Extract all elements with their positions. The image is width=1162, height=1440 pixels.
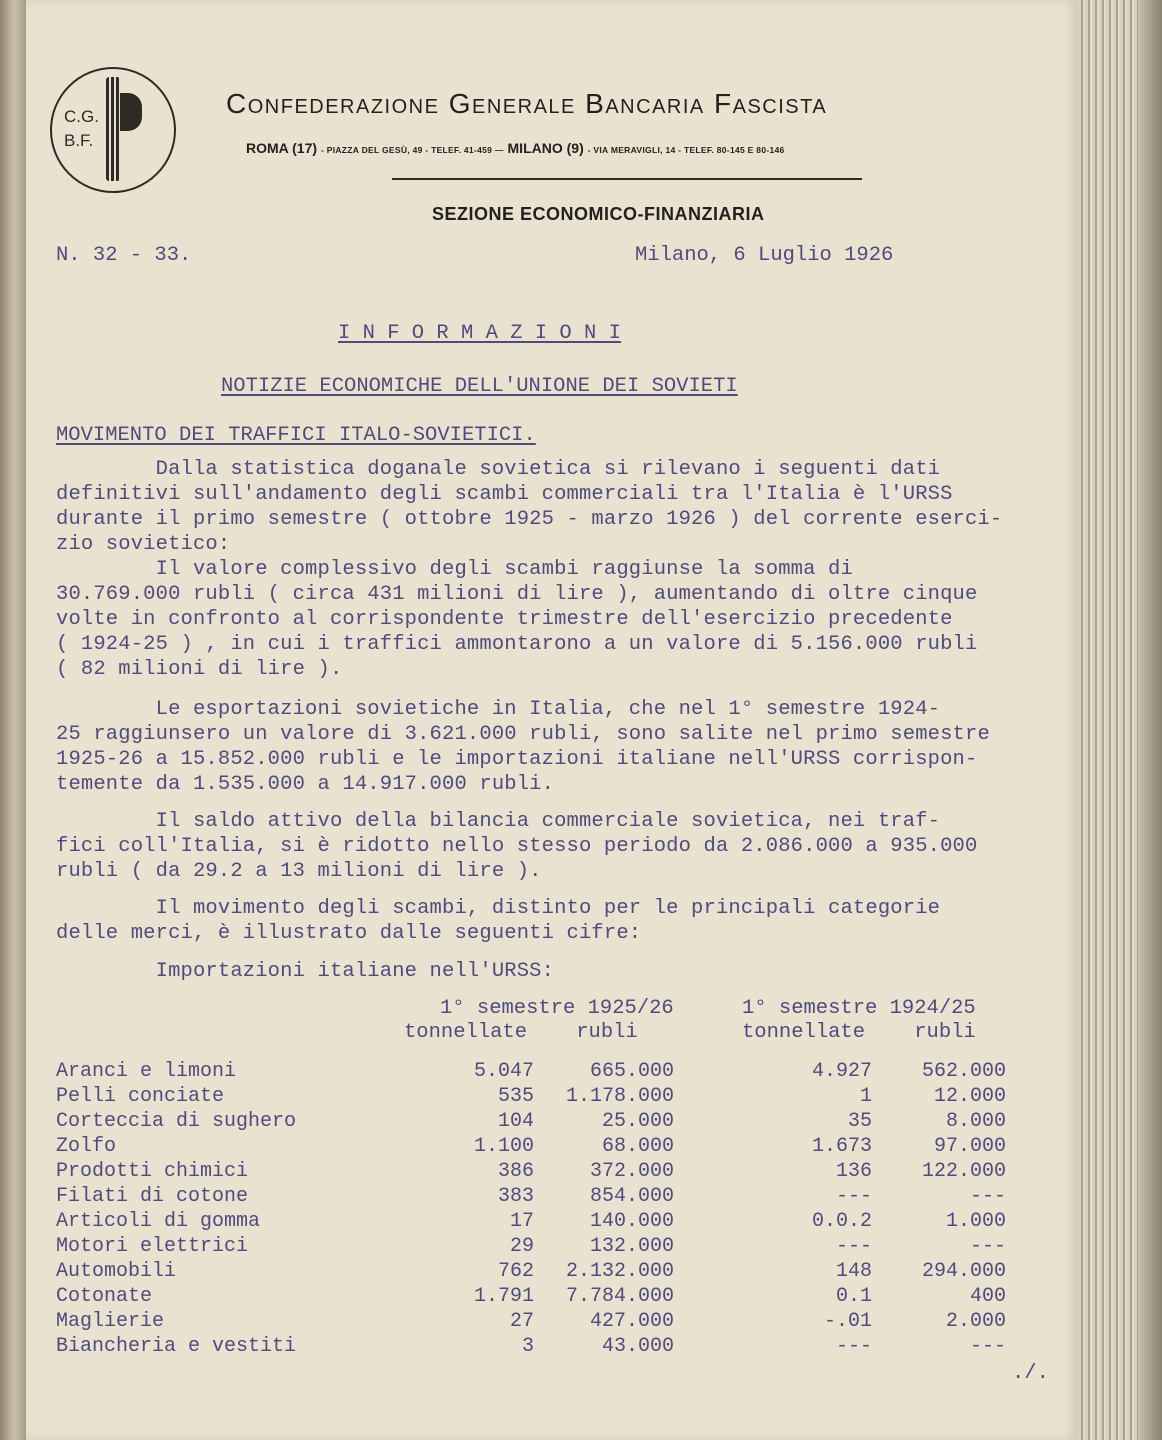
row-tonnes-1925: 1.791 xyxy=(473,1285,534,1308)
row-rubli-1924: 2.000 xyxy=(945,1310,1006,1333)
binding-strip xyxy=(0,0,26,1440)
table-row xyxy=(56,1060,1006,1085)
table-row xyxy=(56,1335,1006,1360)
body-line: durante il primo semestre ( ottobre 1925 - marzo 1926 ) del corrente eserci- xyxy=(56,508,1003,531)
column-header-1924-25: 1° semestre 1924/25 xyxy=(742,997,976,1020)
row-tonnes-1924: 136 xyxy=(835,1160,872,1183)
fasces-icon xyxy=(106,77,120,181)
row-tonnes-1924: --- xyxy=(835,1335,872,1358)
row-tonnes-1924: 148 xyxy=(835,1260,872,1283)
subheading: NOTIZIE ECONOMICHE DELL'UNIONE DEI SOVIETI xyxy=(221,375,738,398)
table-caption: Importazioni italiane nell'URSS: xyxy=(56,960,555,983)
row-tonnes-1924: --- xyxy=(835,1185,872,1208)
body-line: volte in confronto al corrispondente trimestre dell'esercizio precedente xyxy=(56,608,953,631)
body-line: 1925-26 a 15.852.000 rubli e le importazioni italiane nell'URSS corrispon- xyxy=(56,748,978,771)
row-name: Filati di cotone xyxy=(56,1185,249,1208)
row-tonnes-1924: 1 xyxy=(859,1085,872,1108)
row-tonnes-1925: 762 xyxy=(497,1260,534,1283)
row-rubli-1924: --- xyxy=(969,1335,1006,1358)
body-line: rubli ( da 29.2 a 13 milioni di lire ). xyxy=(56,860,542,883)
row-rubli-1925: 7.784.000 xyxy=(565,1285,674,1308)
body-line: Il valore complessivo degli scambi raggiunse la somma di xyxy=(56,558,853,581)
row-name: Articoli di gomma xyxy=(56,1210,261,1233)
heading: I N F O R M A Z I O N I xyxy=(338,322,621,345)
row-rubli-1924: 400 xyxy=(969,1285,1006,1308)
address-roma-detail: - PIAZZA DEL GESÙ, 49 - TELEF. 41-459 — xyxy=(320,145,504,155)
body-line: 25 raggiunsero un valore di 3.621.000 rubli, sono salite nel primo semestre xyxy=(56,723,990,746)
row-rubli-1925: 427.000 xyxy=(589,1310,674,1333)
row-name: Prodotti chimici xyxy=(56,1160,249,1183)
row-tonnes-1924: 0.0.2 xyxy=(811,1210,872,1233)
table-row xyxy=(56,1235,1006,1260)
row-rubli-1924: 122.000 xyxy=(921,1160,1006,1183)
row-rubli-1925: 43.000 xyxy=(601,1335,674,1358)
body-line: delle merci, è illustrato dalle seguenti cifre: xyxy=(56,922,642,945)
row-name: Corteccia di sughero xyxy=(56,1110,297,1133)
cgbf-logo xyxy=(50,67,176,193)
address-milano: MILANO (9) xyxy=(507,140,584,156)
row-rubli-1924: 294.000 xyxy=(921,1260,1006,1283)
axe-icon xyxy=(120,93,142,131)
body-line: ( 82 milioni di lire ). xyxy=(56,658,343,681)
body-line: ( 1924-25 ) , in cui i traffici ammontarono a un valore di 5.156.000 rubli xyxy=(56,633,978,656)
row-name: Motori elettrici xyxy=(56,1235,249,1258)
row-name: Zolfo xyxy=(56,1135,117,1158)
row-tonnes-1925: 29 xyxy=(509,1235,534,1258)
body-line: temente da 1.535.000 a 14.917.000 rubli. xyxy=(56,773,555,796)
row-rubli-1924: 8.000 xyxy=(945,1110,1006,1133)
organization-name: Confederazione Generale Bancaria Fascista xyxy=(226,88,828,119)
document-number: N. 32 - 33. xyxy=(56,244,192,267)
row-rubli-1925: 25.000 xyxy=(601,1110,674,1133)
row-rubli-1925: 1.178.000 xyxy=(565,1085,674,1108)
row-rubli-1924: 1.000 xyxy=(945,1210,1006,1233)
page-edges xyxy=(1078,0,1162,1440)
table-row xyxy=(56,1160,1006,1185)
header-rule xyxy=(392,178,862,180)
row-tonnes-1924: -.01 xyxy=(823,1310,872,1333)
row-name: Cotonate xyxy=(56,1285,153,1308)
row-rubli-1925: 140.000 xyxy=(589,1210,674,1233)
row-rubli-1924: 97.000 xyxy=(933,1135,1006,1158)
row-tonnes-1924: --- xyxy=(835,1235,872,1258)
row-name: Automobili xyxy=(56,1260,177,1283)
row-tonnes-1925: 383 xyxy=(497,1185,534,1208)
row-tonnes-1924: 0.1 xyxy=(835,1285,872,1308)
row-name: Aranci e limoni xyxy=(56,1060,237,1083)
body-line: Dalla statistica doganale sovietica si rilevano i seguenti dati xyxy=(56,458,941,481)
row-name: Pelli conciate xyxy=(56,1085,225,1108)
table-row xyxy=(56,1285,1006,1310)
row-rubli-1925: 665.000 xyxy=(589,1060,674,1083)
row-name: Biancheria e vestiti xyxy=(56,1335,297,1358)
row-tonnes-1924: 1.673 xyxy=(811,1135,872,1158)
body-line: definitivi sull'andamento degli scambi commerciali tra l'Italia è l'URSS xyxy=(56,483,953,506)
table-row xyxy=(56,1310,1006,1335)
row-rubli-1925: 2.132.000 xyxy=(565,1260,674,1283)
table-row xyxy=(56,1135,1006,1160)
row-rubli-1924: 562.000 xyxy=(921,1060,1006,1083)
row-rubli-1925: 854.000 xyxy=(589,1185,674,1208)
row-tonnes-1925: 17 xyxy=(509,1210,534,1233)
table-row xyxy=(56,1085,1006,1110)
row-rubli-1925: 372.000 xyxy=(589,1160,674,1183)
row-tonnes-1925: 3 xyxy=(521,1335,534,1358)
body-line: 30.769.000 rubli ( circa 431 milioni di lire ), aumentando di oltre cinque xyxy=(56,583,978,606)
row-rubli-1925: 68.000 xyxy=(601,1135,674,1158)
table-row xyxy=(56,1110,1006,1135)
row-rubli-1924: --- xyxy=(969,1185,1006,1208)
table-row xyxy=(56,1260,1006,1285)
row-tonnes-1925: 27 xyxy=(509,1310,534,1333)
body-line: Il movimento degli scambi, distinto per le principali categorie xyxy=(56,897,941,920)
row-rubli-1924: --- xyxy=(969,1235,1006,1258)
place-date: Milano, 6 Luglio 1926 xyxy=(635,244,894,267)
row-tonnes-1925: 104 xyxy=(497,1110,534,1133)
continuation-mark: ./. xyxy=(1012,1362,1049,1385)
logo-text-2: B.F. xyxy=(64,131,94,150)
row-rubli-1925: 132.000 xyxy=(589,1235,674,1258)
column-header-1925-26: 1° semestre 1925/26 xyxy=(440,997,674,1020)
row-name: Maglierie xyxy=(56,1310,165,1333)
row-tonnes-1925: 5.047 xyxy=(473,1060,534,1083)
body-line: fici coll'Italia, si è ridotto nello stesso periodo da 2.086.000 a 935.000 xyxy=(56,835,978,858)
address-milano-detail: - VIA MERAVIGLI, 14 - TELEF. 80-145 E 80-146 xyxy=(587,145,785,155)
table-row xyxy=(56,1185,1006,1210)
logo-text-1: C.G. xyxy=(64,107,99,126)
body-line: Le esportazioni sovietiche in Italia, che nel 1° semestre 1924- xyxy=(56,698,941,721)
row-rubli-1924: 12.000 xyxy=(933,1085,1006,1108)
section-title: SEZIONE ECONOMICO-FINANZIARIA xyxy=(432,204,765,224)
address-roma: ROMA (17) xyxy=(246,140,318,156)
address-line xyxy=(246,140,785,156)
topic-title: MOVIMENTO DEI TRAFFICI ITALO-SOVIETICI. xyxy=(56,424,536,447)
body-line: zio sovietico: xyxy=(56,533,231,556)
row-tonnes-1925: 535 xyxy=(497,1085,534,1108)
row-tonnes-1924: 35 xyxy=(847,1110,872,1133)
row-tonnes-1925: 1.100 xyxy=(473,1135,534,1158)
column-subheader-1925-26: tonnellate rubli xyxy=(404,1021,638,1044)
row-tonnes-1925: 386 xyxy=(497,1160,534,1183)
row-tonnes-1924: 4.927 xyxy=(811,1060,872,1083)
table-row xyxy=(56,1210,1006,1235)
column-subheader-1924-25: tonnellate rubli xyxy=(742,1021,976,1044)
body-line: Il saldo attivo della bilancia commerciale sovietica, nei traf- xyxy=(56,810,941,833)
